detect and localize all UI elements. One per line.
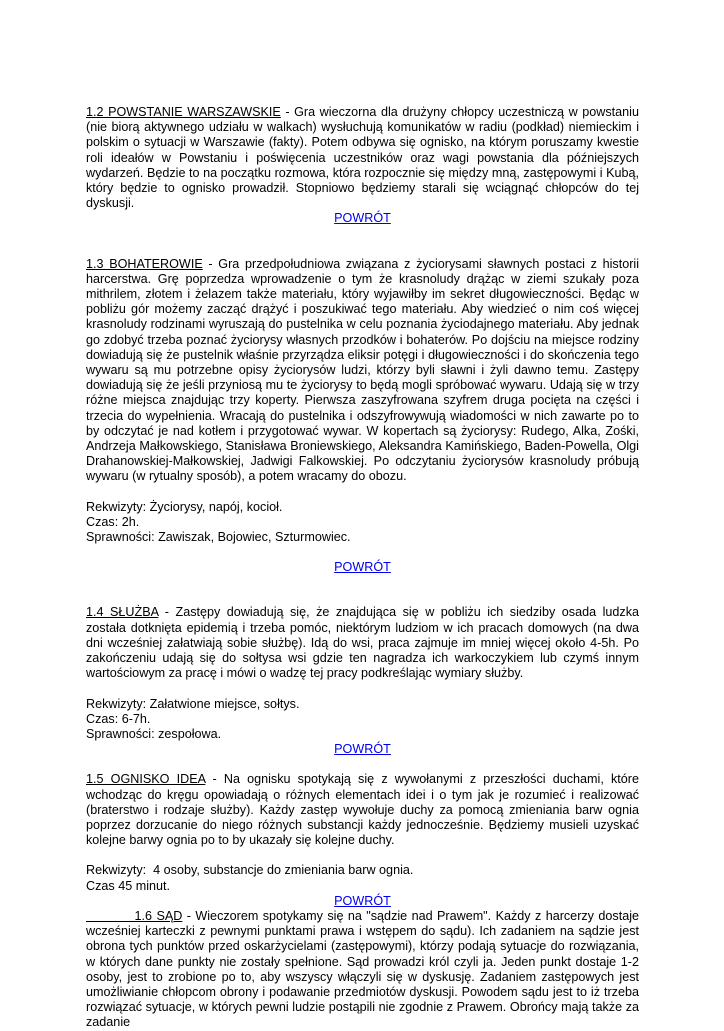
time-line: Czas 45 minut.: [86, 878, 170, 893]
section-heading: 1.5 OGNISKO IDEA: [86, 772, 206, 787]
back-link[interactable]: POWRÓT: [334, 742, 391, 757]
section-body: - Gra przedpołudniowa związana z życiorysami sławnych postaci z historii harcerstwa. Grę poprzedza wprowadzenie o tym że krasnoludy drążąc w ziemi szukały poza mithrilem, złotem i żelazem także materiału, który wyjawiłby im sekret długowieczności. Będąc w pobliżu gór możemy zacząć drążyć i poszukiwać tego materiału. Aby wiedzieć o nim coś więcej krasnoludy rodzinami wyruszają do pustelnika w celu poznania życiodajnego materiału. Aby jednak go zdobyć trzeba poznać życiorysy własnych przodków i bohaterów. Po dojściu na miejsce rodziny dowiadują się że pustelnik właśnie przyrządza eliksir potęgi i długowieczności i do skończenia tego wywaru są mu potrzebne opisy życiorysów ludzi, którzy byli sławni i żyli dawno temu. Zastępy dowiadują się że jeśli przyniosą mu te życiorysy to będą mogli spróbować wywaru. Udają się w trzy różne miejsca znajdując trzy koperty. Pierwsza zaszyfrowana szyfrem druga pocięta na części i trzecia do wypełnienia. Wracają do pustelnika i odszyfrowywują wiadomości w nich zawarte po to by odczytać je nad kotłem i przygotować wywar. W kopertach są życiorysy: Rudego, Alka, Zośki, Andrzeja Małkowskiego, Stanisława Broniewskiego, Aleksandra Kamińskiego, Baden-Powella, Olgi Drahanowskiej-Małkowskiej, Jadwigi Falkowskiej. Po odczytaniu życiorysów krasnoludy próbują wywaru (w rytualny sposób), a potem wracamy do obozu.: [86, 256, 640, 484]
props-line: Rekwizyty: Załatwione miejsce, sołtys.: [86, 696, 300, 711]
back-link-row: [86, 894, 639, 909]
back-link[interactable]: POWRÓT: [334, 211, 391, 226]
back-link-row: [86, 560, 639, 575]
back-link-row: [86, 742, 639, 757]
time-line: Czas: 2h.: [86, 514, 140, 529]
back-link[interactable]: POWRÓT: [334, 893, 391, 908]
section-powstanie: [86, 105, 639, 211]
skills-line: Sprawności: zespołowa.: [86, 726, 222, 741]
back-link-row: [86, 211, 639, 226]
section-indent: [86, 909, 135, 923]
section-bohaterowie: [86, 257, 639, 485]
section-body: - Gra wieczorna dla drużyny chłopcy uczestniczą w powstaniu (nie biorą aktywnego udziału w walkach) wysłuchują komunikatów w radiu (podkład) niemieckim i polskim o sytuacji w Warszawie (fakty). Potem odbywa się ognisko, na którym poruszamy kwestie roli ideałów w Powstaniu i poświęcenia uczestników oraz wagi powstania dla późniejszych wydarzeń. Będzie to na początku rozmowa, która rozpocznie się między mną, zastępowymi i Kubą, który będzie to ognisko prowadził. Stopniowo będziemy starali się wciągnąć chłopców do tej dyskusji.: [86, 105, 639, 211]
props-line: Rekwizyty: 4 osoby, substancje do zmieniania barw ognia.: [86, 863, 414, 878]
section-heading: 1.6 SĄD: [134, 908, 183, 923]
section-body: - Wieczorem spotykamy się na "sądzie nad Prawem". Każdy z harcerzy dostaje wcześniej karteczki z pewnymi punktami prawa i wstępem do sądu). Ich zadaniem na sądzie jest obrona tych punktów przed oskarżycielami (zastępowymi), którzy podają sytuacje do rozwiązania, w których dane punkty nie zostały spełnione. Sąd prowadzi król czyli ja. Jeden punkt dostaje 1-2 osoby, jest to zrobione po to, aby wszyscy włączyli się w dyskusję. Zadaniem zastępowych jest umożliwianie chłopcom obrony i podawanie przedmiotów dyskusji. Powodem sądu jest to iż trzeba rozwiązać sytuacje, w których pewni ludzie postąpili nie zgodnie z Prawem. Obrońcy mają także za zadanie: [86, 908, 639, 1030]
time-line: Czas: 6-7h.: [86, 711, 151, 726]
skills-line: Sprawności: Zawiszak, Bojowiec, Szturmowiec.: [86, 530, 351, 545]
section-ognisko-idea: [86, 772, 639, 848]
section-sad: [86, 909, 639, 1031]
section-sluzba: [86, 605, 639, 681]
section-heading: 1.4 SŁUŻBA: [86, 605, 159, 620]
back-link[interactable]: POWRÓT: [334, 560, 391, 575]
document-content: [86, 105, 639, 1031]
section-body: - Na ognisku spotykają się z wywołanymi z przeszłości duchami, które wchodząc do kręgu opowiadają o różnych elementach idei i o tym jak je rozumieć i realizować (braterstwo i rodzaje służby). Każdy zastęp wywołuje duchy za pomocą zmieniania barw ognia poprzez dorzucanie do niego różnych substancji każdy jednocześnie. Będziemy musieli uzyskać kolejne barwy ognia po to by ukazały się kolejne duchy.: [86, 772, 639, 848]
section-body: - Zastępy dowiadują się, że znajdująca się w pobliżu ich siedziby osada ludzka została dotknięta epidemią i trzeba pomóc, niektórym ludziom w ich pracach domowych (na dwa dni wcześniej załatwiają sobie służbę). Idą do wsi, praca zajmuje im mniej więcej około 4-5h. Po zakończeniu udają się do sołtysa wsi gdzie ten nagradza ich warkoczykiem lub czymś innym wartościowym za pracę i mówi o wadzę tej pracy podkreślając wymiary służby.: [86, 605, 639, 681]
section-heading: 1.2 POWSTANIE WARSZAWSKIE: [86, 105, 281, 119]
section-heading: 1.3 BOHATEROWIE: [86, 256, 203, 271]
props-line: Rekwizyty: Życiorysy, napój, kocioł.: [86, 499, 283, 514]
